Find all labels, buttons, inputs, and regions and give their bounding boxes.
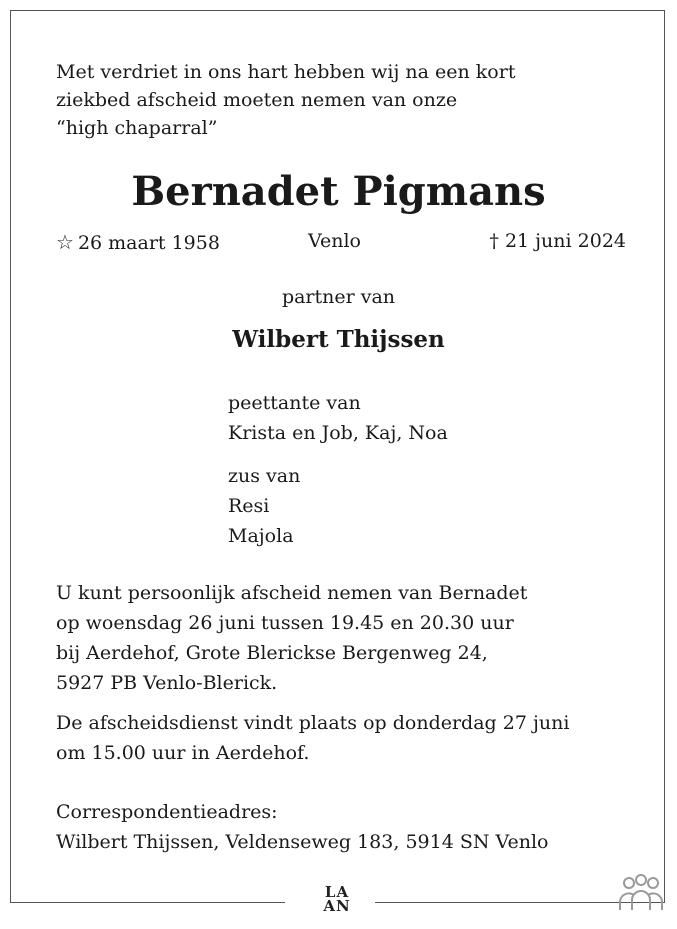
intro-line: Met verdriet in ons hart hebben wij na een kort — [56, 61, 516, 83]
people-group-icon[interactable] — [615, 872, 667, 914]
laan-logo[interactable] — [312, 885, 362, 913]
godchildren-label: peettante van — [228, 392, 361, 414]
logo-line: AN — [323, 897, 351, 915]
sibling-name: Majola — [228, 525, 294, 547]
birth-date — [56, 230, 220, 254]
farewell-line: bij Aerdehof, Grote Blerickse Bergenweg 24, — [56, 642, 488, 664]
partner-name: Wilbert Thijssen — [232, 326, 445, 353]
intro-text — [56, 58, 515, 142]
service-line: om 15.00 uur in Aerdehof. — [56, 742, 310, 764]
star-icon: ☆ — [56, 230, 74, 254]
correspondence-block — [56, 797, 549, 857]
correspondence-address: Wilbert Thijssen, Veldenseweg 183, 5914 SN Venlo — [56, 831, 549, 853]
correspondence-label: Correspondentieadres: — [56, 801, 278, 823]
logo-line: LA — [324, 883, 350, 901]
death-date: † 21 juni 2024 — [489, 230, 626, 252]
intro-line: ziekbed afscheid moeten nemen van onze — [56, 89, 458, 111]
siblings-label: zus van — [228, 465, 301, 487]
farewell-line: op woensdag 26 juni tussen 19.45 en 20.30 uur — [56, 612, 514, 634]
farewell-line: 5927 PB Venlo-Blerick. — [56, 672, 278, 694]
place: Venlo — [308, 230, 361, 252]
farewell-line: U kunt persoonlijk afscheid nemen van Bernadet — [56, 582, 528, 604]
farewell-text — [56, 578, 527, 698]
service-line: De afscheidsdienst vindt plaats op donderdag 27 juni — [56, 712, 570, 734]
partner-label: partner van — [281, 286, 396, 308]
intro-line: “high chaparral” — [56, 117, 218, 139]
godchildren-group — [228, 388, 448, 448]
card-border — [10, 10, 665, 903]
sibling-name: Resi — [228, 495, 270, 517]
godchildren-names: Krista en Job, Kaj, Noa — [228, 422, 448, 444]
siblings-group — [228, 461, 300, 551]
deceased-name: Bernadet Pigmans — [131, 168, 546, 215]
dates-row — [56, 230, 626, 258]
birth-date-text: 26 maart 1958 — [77, 232, 220, 254]
service-text — [56, 708, 569, 768]
